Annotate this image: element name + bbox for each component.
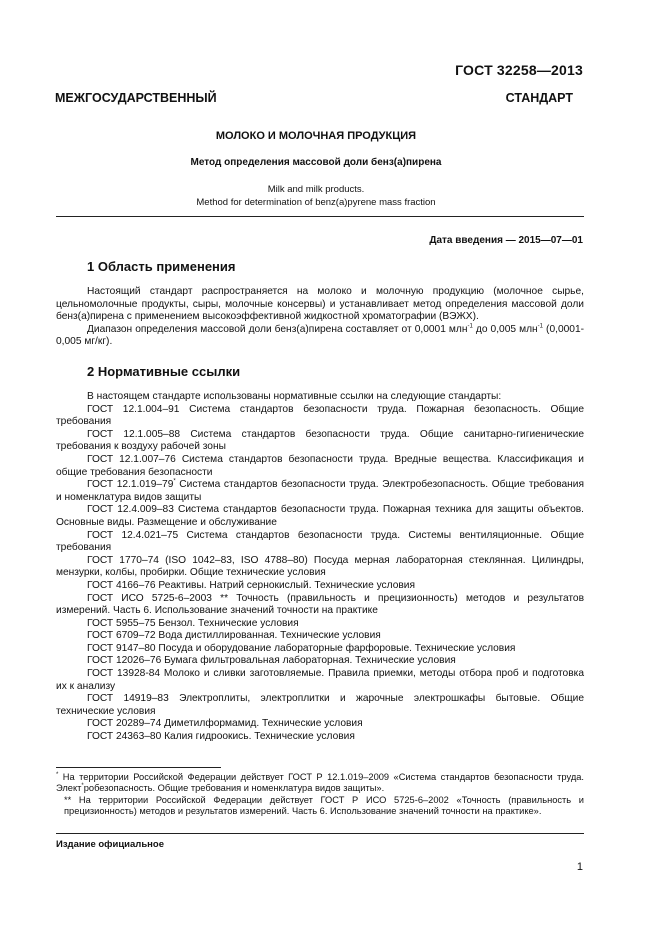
section-2-lead: В настоящем стандарте использованы нормативные ссылки на следующие стандарты: — [87, 391, 502, 402]
footnote-1: * На территории Российской Федерации действует ГОСТ Р 12.1.019–2009 «Система стандартов безопасности труда. Элект*робезопасность. Общие требования и номенклатура видов защиты». — [56, 771, 584, 794]
section-2-heading: 2 Нормативные ссылки — [87, 364, 241, 379]
reference-item: ГОСТ 14919–83 Электроплиты, электроплитки и жарочные электрошкафы бытовые. Общие технические условия — [56, 693, 584, 717]
section-2-body — [56, 391, 584, 744]
document-title: МОЛОКО И МОЛОЧНАЯ ПРОДУКЦИЯ — [215, 130, 417, 142]
reference-item: ГОСТ 9147–80 Посуда и оборудование лабораторные фарфоровые. Технические условия — [87, 642, 516, 654]
standard-banner: МЕЖГОСУДАРСТВЕННЫЙ СТАНДАРТ — [55, 91, 573, 105]
footnote-2: ** На территории Российской Федерации действует ГОСТ Р ИСО 5725-6–2002 «Точность (правильность и прецизионность) методов и результатов измерений. Часть 6. Использование значений точности на практике». — [64, 794, 584, 816]
reference-item: ГОСТ 20289–74 Диметилформамид. Технические условия — [87, 718, 363, 730]
top-divider — [56, 216, 584, 217]
reference-item: ГОСТ 1770–74 (ISO 1042–83, ISO 4788–80) Посуда мерная лабораторная стеклянная. Цилиндры, мензурки, колбы, пробирки. Общие технические условия — [56, 554, 584, 579]
section-1-paragraph: Настоящий стандарт распространяется на молоко и молочную продукцию (молочное сырье, цельномолочные продукты, сыры, молочные консервы) и устанавливает метод определения массовой доли бенз(а)пирена с применением высокоэффективной жидкостной хроматографии (ВЭЖХ). — [56, 286, 584, 323]
reference-item: ГОСТ 12.1.019–79* Система стандартов безопасности труда. Электробезопасность. Общие требования и номенклатура видов защиты — [56, 478, 585, 503]
reference-item: ГОСТ 12026–76 Бумага фильтровальная лабораторная. Технические условия — [87, 655, 456, 667]
footnote-divider — [56, 767, 221, 768]
introduction-date-label: Дата введения — [429, 235, 503, 246]
reference-item: ГОСТ ИСО 5725-6–2003 ** Точность (правильность и прецизионность) методов и результатов измерений. Часть 6. Использование значений точности на практике — [56, 592, 585, 617]
footnotes — [56, 772, 584, 817]
reference-item: ГОСТ 12.1.004–91 Система стандартов безопасности труда. Пожарная безопасность. Общие требования — [56, 403, 584, 428]
reference-item: ГОСТ 12.1.005–88 Система стандартов безопасности труда. Общие санитарно-гигиенические требования к воздуху рабочей зоны — [56, 428, 584, 453]
english-title-line2: Method for determination of benz(a)pyrene mass fraction — [196, 197, 436, 208]
reference-item: ГОСТ 6709–72 Вода дистиллированная. Технические условия — [87, 630, 381, 642]
standard-code: ГОСТ 32258—2013 — [455, 62, 583, 78]
reference-item: ГОСТ 13928-84 Молоко и сливки заготовляемые. Правила приемки, методы отбора проб и подготовка их к анализу — [56, 668, 584, 692]
introduction-date-value: — 2015—07—01 — [505, 235, 583, 246]
reference-item: ГОСТ 24363–80 Калия гидроокись. Технические условия — [87, 731, 355, 743]
section-1-body — [56, 286, 584, 349]
introduction-date — [429, 235, 583, 246]
english-title — [0, 183, 632, 209]
section-1-heading: 1 Область применения — [87, 259, 236, 274]
page-number: 1 — [576, 861, 583, 873]
reference-item: ГОСТ 5955–75 Бензол. Технические условия — [87, 617, 299, 629]
edition-label: Издание официальное — [56, 839, 164, 850]
reference-item: ГОСТ 4166–76 Реактивы. Натрий сернокислый. Технические условия — [87, 579, 415, 591]
bottom-divider — [56, 833, 584, 834]
reference-item: ГОСТ 12.4.021–75 Система стандартов безопасности труда. Системы вентиляционные. Общие требования — [56, 529, 584, 554]
reference-item: ГОСТ 12.4.009–83 Система стандартов безопасности труда. Пожарная техника для защиты объектов. Основные виды. Размещение и обслуживание — [56, 504, 584, 528]
english-title-line1: Milk and milk products. — [267, 184, 365, 195]
section-1-range-paragraph: Диапазон определения массовой доли бенз(а)пирена составляет от 0,0001 млн$^{-1}$ до 0,005 млн$^{-1}$ (0,0001-0,005 мг/кг). — [56, 323, 585, 348]
reference-item: ГОСТ 12.1.007–76 Система стандартов безопасности труда. Вредные вещества. Классификация и общие требования безопасности — [56, 453, 584, 478]
document-subtitle: Метод определения массовой доли бенз(а)пирена — [190, 157, 442, 168]
